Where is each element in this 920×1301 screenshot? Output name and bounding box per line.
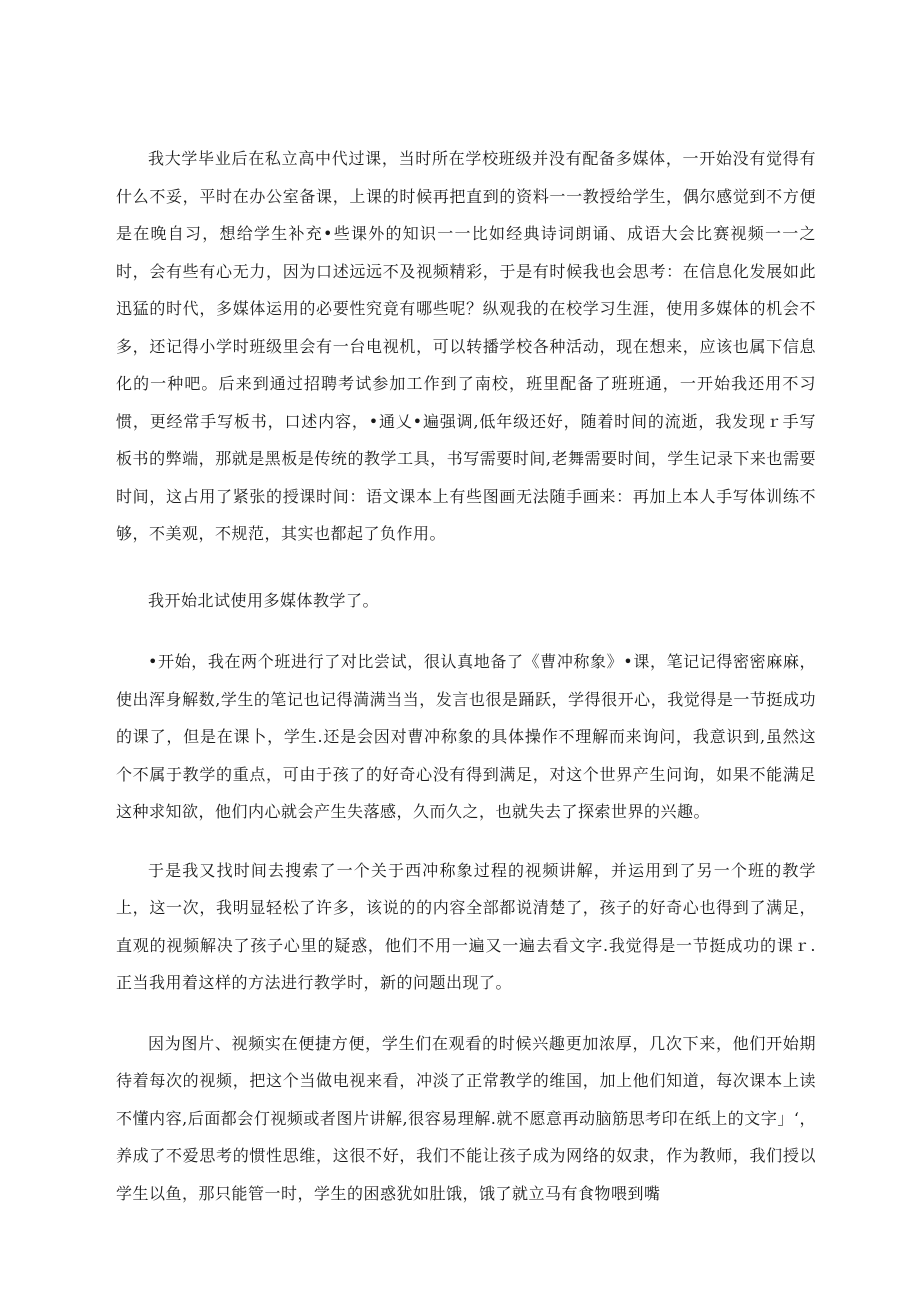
document-page [116, 140, 816, 1212]
paragraph-5: 因为图片、视频实在便捷方便，学生们在观看的时候兴趣更加浓厚，几次下来，他们开始期待着每次的视频，把这个当做电视来看，冲淡了正常教学的维国，加上他们知道，每次课本上读不懂内容,后面都会仃视频或者图片讲解,很容易理解.就不愿意再动脑筋思考印在纸上的文字」‘，养成了不爱思考的惯性思维，这很不好，我们不能让孩子成为网络的奴隶，作为教师，我们授以学生以鱼，那只能管一时，学生的困惑犹如肚饿，饿了就立马有食物喂到嘴 [116, 1033, 816, 1203]
paragraph-3: •开始，我在两个班进行了对比尝试，很认真地备了《曹冲称象》•课，笔记记得密密麻麻，使出浑身解数,学生的笔记也记得満满当当，发言也很是踊跃，学得很开心，我觉得是一节挺成功的课了，但是在课卜，学生.还是会因对曹冲称象的具体操作不理解而来询问，我意识到,虽然这个不属于教学的重点，可由于孩了的好奇心没有得到满足，对这个世界产生问询，如果不能满足这种求知欲，他们内心就会产生失落感，久而久之，也就失去了探索世界的兴趣。 [116, 652, 816, 821]
paragraph-1: 我大学毕业后在私立高中代过课，当时所在学校班级并没有配备多媒体，一开始没有觉得有什么不妥，平时在办公室备课，上课的时候再把直到的资料一一教授给学生，偶尔感觉到不方便是在晚自习，想给学生补充•些课外的知识一一比如经典诗词朗诵、成语大会比赛视频一一之时，会有些有心无力，因为口述远远不及视频精彩，于是有时候我也会思考：在信息化发展如此迅猛的时代，多媒体运用的必要性究竟有哪些呢？纵观我的在校学习生涯，使用多媒体的机会不多，还记得小学时班级里会有一台电视机，可以转播学校各种活动，现在想来，应该也属下信息化的一种吧。后来到通过招聘考试参加工作到了南校，班里配备了班班通，一开始我还用不习惯，更经常手写板书，口述内容，•通乂•遍强调,低年级还好，随着时间的流逝，我发现ｒ手写板书的弊端，那就是黑板是传统的教学工具，书写需要时间,老舞需要时间，学生记录下来也需要时间，这占用了紧张的授课时间：语文课本上有些图画无法随手画来：再加上本人手写体训练不够，不美观，不规范，其实也都起了负作用。 [116, 149, 816, 543]
paragraph-2: 我开始北试使用多媒体教学了。 [148, 590, 380, 610]
paragraph-4: 于是我又找时间去搜索了一个关于西冲称象过程的视频讲解，并运用到了另一个班的教学上，这一次，我明显轻松了许多，该说的的内容全部都说清楚了，孩子的好奇心也得到了满足，直观的视频解决了孩子心里的疑惑，他们不用一遍又一遍去看文字.我觉得是一节挺成功的课ｒ.正当我用着这样的方法进行教学时，新的问题出现了。 [116, 860, 816, 992]
